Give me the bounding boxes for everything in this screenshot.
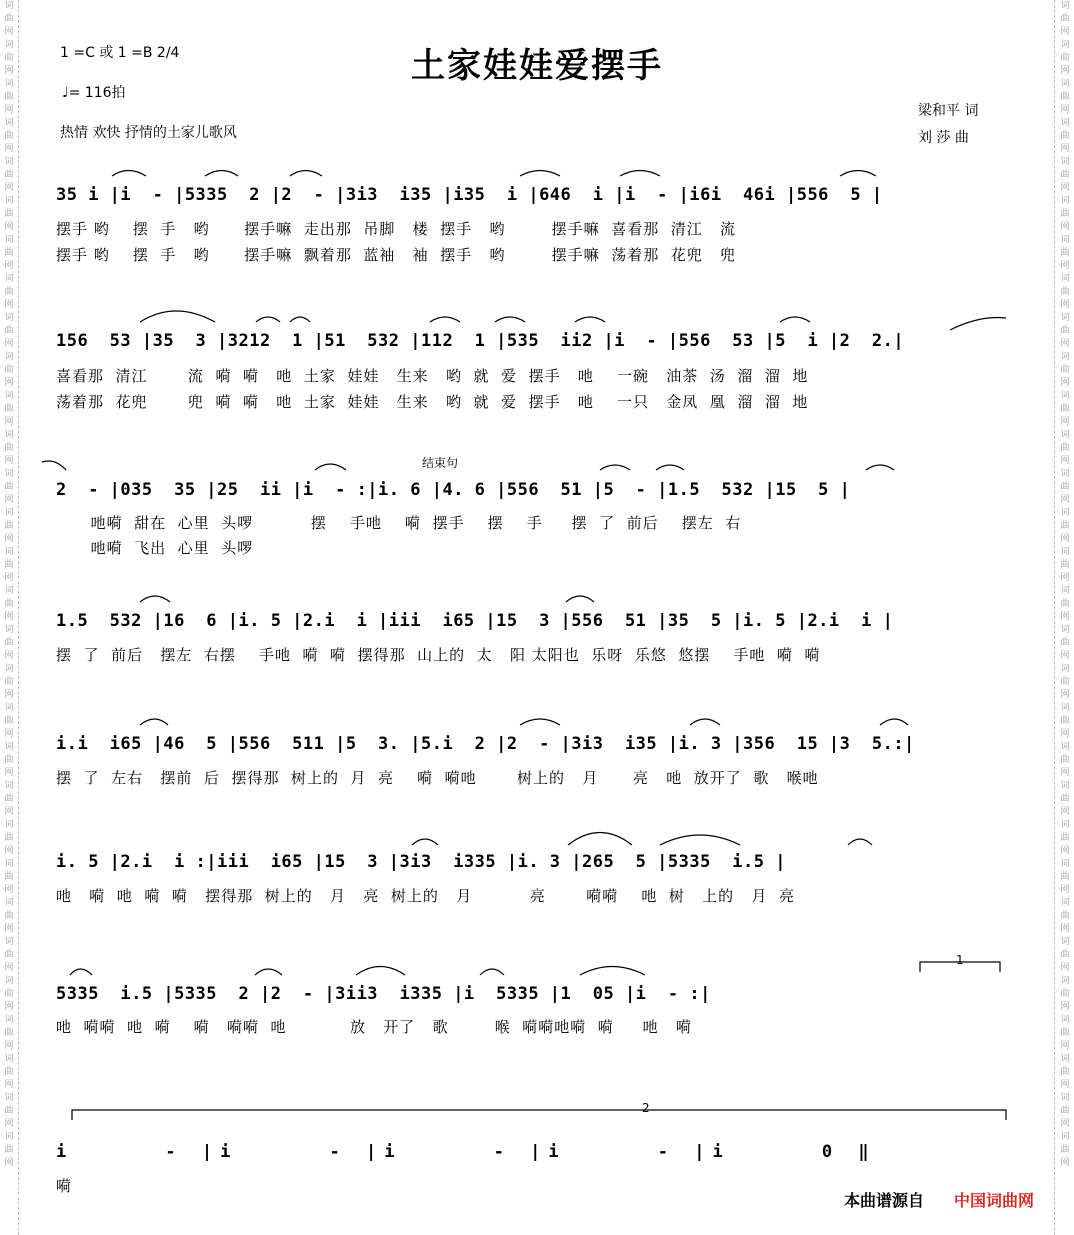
lyrics-line-5: 摆 了 左右 摆前 后 摆得那 树上的 月 亮 嗬 嗬吔 树上的 月 亮 吔 放开了 歌 喉吔 [56,769,819,787]
lyrics-line-1-verse-2: 摆手 哟 摆 手 哟 摆手嘛 飘着那 蓝袖 袖 摆手 哟 摆手嘛 荡着那 花兜 兜 [56,246,737,264]
notation-line-8: i - |i - |i - |i - |i 0 ‖ [56,1142,877,1162]
notation-line-4: 1.5 532 |16 6 |i. 5 |2.i i |iii i65 |15 3 |556 51 |35 5 |i. 5 |2.i i | [56,611,894,631]
site-name-link[interactable]: 中国词曲网 [954,1191,1035,1210]
lyrics-line-2-verse-1: 喜看那 清江 流 嗬 嗬 吔 土家 娃娃 生来 哟 就 爱 摆手 吔 一碗 油茶 汤 溜 溜 地 [56,367,809,385]
composer-credit: 刘 莎 曲 [918,130,969,146]
lyrics-line-8: 嗬 [56,1177,73,1195]
lyrics-line-2-verse-2: 荡着那 花兜 兜 嗬 嗬 吔 土家 娃娃 生来 哟 就 爱 摆手 吔 一只 金凤 凰 溜 溜 地 [56,393,809,411]
style-marking: 热情 欢快 抒情的土家儿歌风 [60,125,237,141]
side-watermark-right: 词 曲 网 词 曲 网 词 曲 网 词 曲 网 词 曲 网 词 曲 网 词 曲 网 词 曲 网 词 曲 网 词 曲 网 词 曲 网 词 曲 网 词 曲 网 词 曲 网 词 曲 网 词 曲 网 词 曲 网 词 曲 网 词 曲 网 词 曲 网 词 曲 网 词 曲 网 词 曲 网 词 曲 网 词 曲 网 词 曲 网 词 曲 网 词 曲 网 词 曲 网 词 曲 网 [1060,1,1070,1168]
side-watermark-left: 词 曲 网 词 曲 网 词 曲 网 词 曲 网 词 曲 网 词 曲 网 词 曲 网 词 曲 网 词 曲 网 词 曲 网 词 曲 网 词 曲 网 词 曲 网 词 曲 网 词 曲 网 词 曲 网 词 曲 网 词 曲 网 词 曲 网 词 曲 网 词 曲 网 词 曲 网 词 曲 网 词 曲 网 词 曲 网 词 曲 网 词 曲 网 词 曲 网 词 曲 网 词 曲 网 [4,1,14,1168]
notation-line-3: 2 - |035 35 |25 ii |i - :|i. 6 |4. 6 |556 51 |5 - |1.5 532 |15 5 | [56,480,851,500]
lyricist-credit: 梁和平 词 [918,103,979,119]
notation-line-6: i. 5 |2.i i :|iii i65 |15 3 |3i3 i335 |i. 3 |265 5 |5335 i.5 | [56,852,786,872]
right-margin-line [1054,0,1056,1235]
ending-phrase-label: 结束句 [422,456,459,470]
notation-line-5: i.i i65 |46 5 |556 511 |5 3. |5.i 2 |2 - |3i3 i35 |i. 3 |356 15 |3 5.:| [56,734,915,754]
lyrics-line-6: 吔 嗬 吔 嗬 嗬 摆得那 树上的 月 亮 树上的 月 亮 嗬嗬 吔 树 上的 月 亮 [56,887,796,905]
source-label: 本曲谱源自 [844,1191,925,1210]
left-margin-line [18,0,20,1235]
lyrics-line-3-verse-1: 吔嗬 甜在 心里 头啰 摆 手吔 嗬 摆手 摆 手 摆 了 前后 摆左 右 [56,514,742,532]
tempo-marking: ♩= 116拍 [62,85,126,101]
song-title: 土家娃娃爱摆手 [411,46,663,86]
lyrics-line-3-verse-2: 吔嗬 飞出 心里 头啰 [56,539,254,557]
key-signature: 1 =C 或 1 =B 2/4 [60,45,180,61]
notation-line-7: 5335 i.5 |5335 2 |2 - |3ii3 i335 |i 5335 |1 05 |i - :| [56,984,711,1004]
volta-1-label: 1 [956,953,964,967]
volta-2-label: 2 [642,1101,650,1115]
lyrics-line-1-verse-1: 摆手 哟 摆 手 哟 摆手嘛 走出那 吊脚 楼 摆手 哟 摆手嘛 喜看那 清江 流 [56,220,737,238]
lyrics-line-7: 吔 嗬嗬 吔 嗬 嗬 嗬嗬 吔 放 开了 歌 喉 嗬嗬吔嗬 嗬 吔 嗬 [56,1018,692,1036]
lyrics-line-4: 摆 了 前后 摆左 右摆 手吔 嗬 嗬 摆得那 山上的 太 阳 太阳也 乐呀 乐悠 悠摆 手吔 嗬 嗬 [56,646,821,664]
notation-line-1: 35 i |i - |5335 2 |2 - |3i3 i35 |i35 i |646 i |i - |i6i 46i |556 5 | [56,185,883,205]
notation-line-2: 156 53 |35 3 |3212 1 |51 532 |112 1 |535 ii2 |i - |556 53 |5 i |2 2.| [56,331,905,351]
